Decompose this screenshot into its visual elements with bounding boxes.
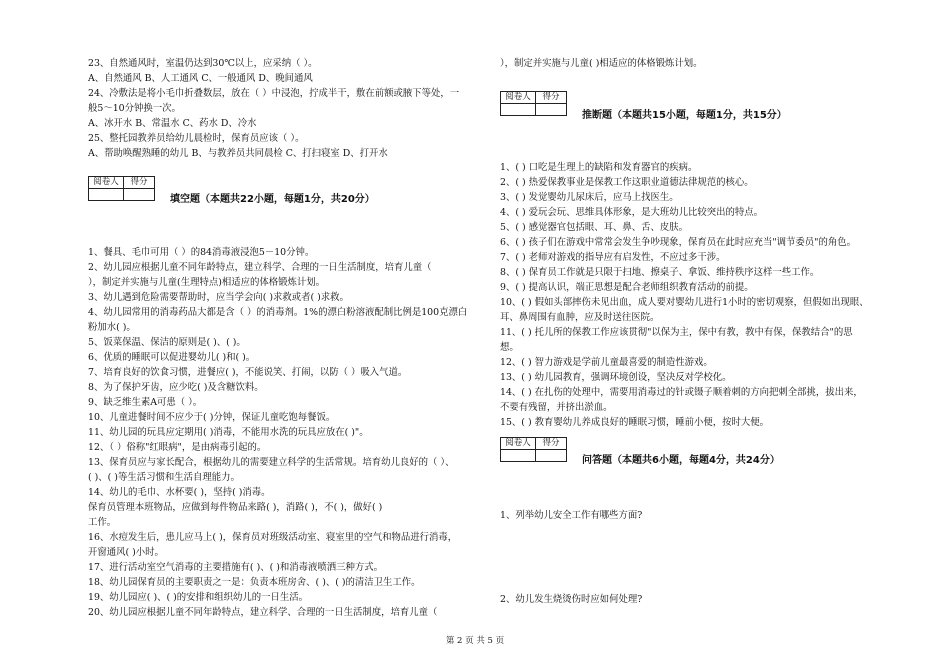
judge-line-13: 想。 [500, 342, 519, 353]
score-cell[interactable] [124, 189, 155, 201]
reviewer-label: 阅卷人 [501, 438, 536, 450]
judge-line-6: 6、( ) 孩子们在游戏中常常会发生争吵现象，保育员在此时应充当"调节委员"的角色。 [500, 237, 856, 248]
fill-line-22: 17、进行活动室空气消毒的主要措施有( )、( )和消毒液喷洒三种方式。 [88, 562, 384, 573]
fill-line-8: 6、优质的睡眠可以促进婴幼儿( )和( )。 [88, 352, 256, 363]
fill-line-11: 9、缺乏维生素A可患（ ）。 [88, 397, 203, 408]
judge-line-11: 耳、鼻周围有血肿，应及时送往医院。 [500, 312, 660, 323]
reviewer-label: 阅卷人 [89, 177, 124, 189]
fill-line-1: 1、餐具、毛巾可用（ ）的84消毒液浸泡5－10分钟。 [88, 247, 315, 258]
fill-line-20: 16、水痘发生后，患儿应马上( )，保育员对班级活动室、寝室里的空气和物品进行消毒， [88, 532, 458, 543]
judge-line-8: 8、( ) 保育员工作就是只限于扫地、擦桌子、拿饭、维持秩序这样一些工作。 [500, 267, 820, 278]
reviewer-cell[interactable] [501, 104, 536, 116]
reviewer-cell[interactable] [501, 450, 536, 462]
fill-line-24: 19、幼儿园应( )、( )的安排和组织幼儿的一日生活。 [88, 592, 309, 603]
right-top-line: ），制定并实施与儿童( )相适应的体格锻炼计划。 [500, 58, 703, 69]
fill-line-21: 开窗通风( )小时。 [88, 547, 164, 558]
score-cell[interactable] [536, 104, 567, 116]
fill-line-3: ），制定并实施与儿童(生理特点)相适应的体格锻炼计划。 [88, 277, 325, 288]
fill-line-10: 8、为了保护牙齿，应少吃( )及含糖饮料。 [88, 382, 264, 393]
fill-line-13: 11、幼儿园的玩具应定期用( )消毒，不能用水洗的玩具应放在( )"。 [88, 427, 369, 438]
fill-line-6: 粉加水( )。 [88, 322, 136, 333]
fill-line-16: ( )、( )等生活习惯和生活自理能力。 [88, 472, 240, 483]
question-24: 24、冷敷法是将小毛巾折叠数层，放在（ ）中浸泡，拧成半干，敷在前额或腋下等处，一 [88, 88, 460, 99]
judge-line-4: 4、( ) 爱玩会玩、思维具体形象，是大班幼儿比较突出的特点。 [500, 207, 763, 218]
reviewer-label: 阅卷人 [501, 92, 536, 104]
judge-line-17: 不要有残留，并挤出淤血。 [500, 402, 613, 413]
qa-question-2: 2、幼儿发生烧烫伤时应如何处理? [500, 594, 643, 605]
fill-line-18: 保育员管理本班物品，应做到每件物品来路( )，消路( )，不( )，做好( ) [88, 502, 383, 513]
judge-line-14: 12、( ) 智力游戏是学前儿童最喜爱的制造性游戏。 [500, 357, 713, 368]
fill-line-7: 5、饭菜保温、保洁的原则是( )、( )。 [88, 337, 246, 348]
question-23: 23、自然通风时，室温仍达到30℃以上，应采纳（ ）。 [88, 58, 318, 69]
qa-section-title: 问答题（本题共6小题，每题4分，共24分） [582, 455, 780, 466]
judge-line-15: 13、( ) 幼儿园教育，强调环境创设，坚决反对学校化。 [500, 372, 732, 383]
question-25: 25、整托园教养员给幼儿晨检时，保育员应该（ ）。 [88, 133, 305, 144]
score-label: 得分 [536, 438, 567, 450]
judge-line-16: 14、( ) 在扎伤的处理中，需要用消毒过的针或镊子顺着刺的方向把刺全部挑，拔出来， [500, 387, 863, 398]
judge-line-18: 15、( ) 教育婴幼儿养成良好的睡眠习惯，睡前小便，按时大便。 [500, 417, 769, 428]
judge-line-3: 3、( ) 发觉婴幼儿尿床后，应马上找医生。 [500, 192, 679, 203]
fill-line-17: 14、幼儿的毛巾、水杯要( )，坚持( )消毒。 [88, 487, 271, 498]
fill-line-14: 12、（ ）俗称"红眼病"，是由病毒引起的。 [88, 442, 267, 453]
question-24-cont: 般5～10分钟换一次。 [88, 103, 181, 114]
judge-line-7: 7、( ) 老师对游戏的指导应有启发性，不应过多干涉。 [500, 252, 726, 263]
fill-line-23: 18、幼儿园保育员的主要职责之一是：负责本班房舍、( )、( )的清洁卫生工作。 [88, 577, 421, 588]
score-label: 得分 [536, 92, 567, 104]
judge-line-12: 11、( ) 托儿所的保教工作应该贯彻"以保为主，保中有教，教中有保，保教结合"的思 [500, 327, 853, 338]
score-cell[interactable] [536, 450, 567, 462]
fill-line-12: 10、儿童进餐时间不应少于( )分钟，保证儿童吃饱每餐饭。 [88, 412, 336, 423]
fill-section-title: 填空题（本题共22小题，每题1分，共20分） [170, 194, 375, 205]
fill-score-box [88, 176, 155, 201]
fill-line-19: 工作。 [88, 517, 117, 528]
question-23-options: A、自然通风 B、人工通风 C、一般通风 D、晚间通风 [88, 73, 313, 84]
judge-line-9: 9、( ) 提高认识，端正思想是配合老师组织教育活动的前提。 [500, 282, 754, 293]
fill-line-25: 20、幼儿园应根据儿童不同年龄特点，建立科学、合理的一日生活制度，培育儿童（ [88, 607, 438, 618]
question-25-options: A、帮助唤醒熟睡的幼儿 B、与教养员共同晨检 C、打扫寝室 D、打开水 [88, 148, 388, 159]
score-label: 得分 [124, 177, 155, 189]
fill-line-9: 7、培育良好的饮食习惯，进餐应( )，不能说笑、打闹，以防（ ）吸入气道。 [88, 367, 408, 378]
fill-line-5: 4、幼儿园常用的消毒药品大都是含（ ）的消毒剂。1%的漂白粉溶液配制比例是100克漂白 [88, 307, 468, 318]
fill-line-4: 3、幼儿遇到危险需要帮助时，应当学会向( )求救或者( )求救。 [88, 292, 349, 303]
fill-line-15: 13、保育员应与家长配合，根据幼儿的需要建立科学的生活常规。培育幼儿良好的（ ）、 [88, 457, 455, 468]
judge-score-box [500, 91, 567, 116]
judge-line-1: 1、( ) 口吃是生理上的缺陷和发育器官的疾病。 [500, 162, 698, 173]
reviewer-cell[interactable] [89, 189, 124, 201]
fill-line-2: 2、幼儿园应根据儿童不同年龄特点，建立科学、合理的一日生活制度，培育儿童（ [88, 262, 432, 273]
qa-score-box [500, 437, 567, 462]
judge-section-title: 推断题（本题共15小题，每题1分，共15分） [582, 110, 787, 121]
judge-line-10: 10、( ) 假如头部摔伤未见出血，成人要对婴幼儿进行1小时的密切观察，但假如出现眼、 [500, 297, 869, 308]
judge-line-2: 2、( ) 热爱保教事业是保教工作这职业道德法律规范的核心。 [500, 177, 754, 188]
page-footer: 第 2 页 共 5 页 [445, 636, 505, 646]
qa-question-1: 1、列举幼儿安全工作有哪些方面? [500, 510, 643, 521]
question-24-options: A、冰开水 B、常温水 C、药水 D、冷水 [88, 118, 257, 129]
judge-line-5: 5、( ) 感觉器官包括眼、耳、鼻、舌、皮肤。 [500, 222, 688, 233]
